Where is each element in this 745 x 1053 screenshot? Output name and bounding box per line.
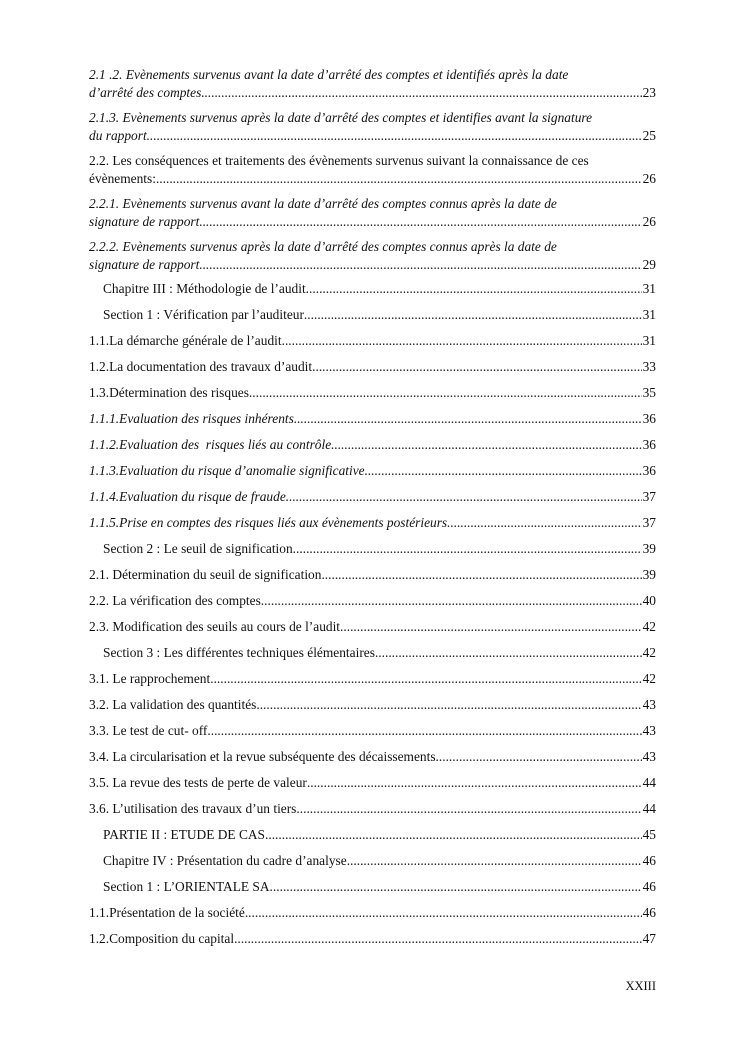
dot-leader: [304, 302, 642, 328]
toc-entry[interactable]: [89, 510, 656, 536]
toc-entry[interactable]: [89, 195, 656, 231]
dot-leader: [199, 256, 641, 274]
toc-entry-part[interactable]: [89, 822, 656, 848]
toc-entry[interactable]: [89, 238, 656, 274]
toc-entry-title: Evaluation des risques liés au contrôle: [119, 437, 332, 452]
toc-entry[interactable]: [89, 770, 656, 796]
toc-entry-number: 1.1.2.: [89, 437, 120, 452]
dot-leader: [368, 458, 642, 484]
toc-page-number: 46: [642, 879, 656, 894]
toc-page-number: 37: [642, 489, 656, 504]
toc-entry-title: Présentation de la société: [109, 905, 245, 920]
toc-entry[interactable]: [89, 432, 656, 458]
toc-entry-chapter[interactable]: [89, 848, 656, 874]
toc-page-number: 42: [642, 671, 656, 686]
toc-page-number: 37: [642, 515, 656, 530]
toc-page-number: 31: [642, 333, 656, 348]
toc-entry-title: 2.1 .2. Evènements survenus avant la date d’arrêté des comptes et identifiés après la date: [89, 67, 569, 82]
dot-leader: [307, 770, 642, 796]
toc-entry-section[interactable]: [89, 536, 656, 562]
dot-leader: [265, 822, 642, 848]
toc-entry[interactable]: [89, 152, 656, 188]
toc-page-number: 42: [642, 619, 656, 634]
toc-page-number: 40: [642, 593, 656, 608]
toc-entry-title: Prise en comptes des risques liés aux évènements postérieurs: [119, 515, 448, 530]
toc-entry-number: 1.1.: [89, 905, 110, 920]
dot-leader: [439, 744, 642, 770]
toc-entry-title: 2.2. Les conséquences et traitements des évènements survenus suivant la connaissance de ces: [89, 153, 589, 168]
toc-entry-title: 2.2.1. Evènements survenus avant la date d’arrêté des comptes connus après la date de: [89, 196, 557, 211]
toc-entry[interactable]: [89, 926, 656, 952]
toc-entry-title: PARTIE II : ETUDE DE CAS: [103, 827, 265, 842]
dot-leader: [156, 170, 642, 188]
toc-page-number: 33: [642, 359, 656, 374]
dot-leader: [249, 380, 642, 406]
page-footer-number: XXIII: [625, 979, 656, 993]
toc-entry-number: 1.1.: [89, 333, 110, 348]
toc-page-number: 46: [642, 853, 656, 868]
toc-entry-number: 1.2.: [89, 931, 110, 946]
toc-entry-section[interactable]: [89, 874, 656, 900]
toc-entry-title-cont: évènements:: [89, 171, 156, 186]
toc-entry-title-cont: signature de rapport: [89, 257, 200, 272]
toc-entry-title: Evaluation des risques inhérents: [119, 411, 294, 426]
toc-entry-title: Composition du capital: [109, 931, 235, 946]
toc-entry-title: Section 1 : L’ORIENTALE SA: [103, 879, 270, 894]
toc-page-number: 31: [642, 281, 656, 296]
toc-entry-title: 3.1. Le rapprochement: [89, 671, 211, 686]
dot-leader: [347, 848, 642, 874]
toc-page-number: 43: [642, 749, 656, 764]
toc-entry[interactable]: [89, 380, 656, 406]
toc-page-number: 39: [642, 541, 656, 556]
toc-entry-title-cont: signature de rapport: [89, 214, 200, 229]
toc-page-number: 31: [642, 307, 656, 322]
toc-entry-title: 3.2. La validation des quantités: [89, 697, 257, 712]
toc-page-number: 36: [642, 463, 656, 478]
toc-page-number: 23: [642, 85, 656, 100]
toc-page-number: 44: [642, 801, 656, 816]
toc-page-number: 35: [642, 385, 656, 400]
toc-entry-title: La documentation des travaux d’audit: [109, 359, 313, 374]
toc-entry-title-cont: du rapport: [89, 128, 147, 143]
dot-leader: [261, 588, 642, 614]
toc-entry-number: 1.1.1.: [89, 411, 120, 426]
toc-entry-title: Détermination des risques: [109, 385, 249, 400]
dot-leader: [286, 484, 642, 510]
toc-entry[interactable]: [89, 484, 656, 510]
dot-leader: [447, 510, 641, 536]
toc-page-number: 29: [642, 257, 656, 272]
toc-page-number: 36: [642, 411, 656, 426]
toc-entry-title: 2.3. Modification des seuils au cours de l’audit: [89, 619, 341, 634]
toc-entry[interactable]: [89, 562, 656, 588]
toc-page-number: 26: [642, 171, 656, 186]
dot-leader: [201, 84, 641, 102]
toc-entry-title: 2.2.2. Evènements survenus après la date d’arrêté des comptes connus après la date de: [89, 239, 557, 254]
toc-entry-title: Chapitre IV : Présentation du cadre d’analyse: [103, 853, 347, 868]
toc-entry-title: Section 1 : Vérification par l’auditeur: [103, 307, 304, 322]
toc-entry[interactable]: [89, 354, 656, 380]
toc-entry[interactable]: [89, 328, 656, 354]
toc-page-number: 36: [642, 437, 656, 452]
dot-leader: [234, 926, 642, 952]
toc-entry-title: 2.1. Détermination du seuil de signification: [89, 567, 322, 582]
dot-leader: [245, 900, 642, 926]
toc-entry[interactable]: [89, 406, 656, 432]
dot-leader: [282, 328, 642, 354]
toc-page-number: 25: [642, 128, 656, 143]
toc-entry-title: 3.5. La revue des tests de perte de valeur: [89, 775, 307, 790]
dot-leader: [256, 692, 641, 718]
toc-entry-title: 3.3. Le test de cut- off: [89, 723, 208, 738]
toc-entry-title: Section 2 : Le seuil de signification: [103, 541, 293, 556]
toc-entry[interactable]: [89, 744, 656, 770]
toc-entry[interactable]: [89, 588, 656, 614]
toc-page-number: 43: [642, 697, 656, 712]
toc-entry[interactable]: [89, 666, 656, 692]
toc-entry-title: 3.4. La circularisation et la revue subséquente des décaissements.: [89, 749, 439, 764]
toc-entry-number: 1.3.: [89, 385, 110, 400]
toc-page-number: 42: [642, 645, 656, 660]
dot-leader: [340, 614, 642, 640]
toc-entry-title: Evaluation du risque d’anomalie significative.: [119, 463, 368, 478]
dot-leader: [270, 874, 642, 900]
dot-leader: [147, 127, 642, 145]
toc-entry[interactable]: [89, 458, 656, 484]
toc-entry-title: Section 3 : Les différentes techniques élémentaires: [103, 645, 375, 660]
toc-entry-title: 2.2. La vérification des comptes: [89, 593, 261, 608]
toc-entry[interactable]: [89, 614, 656, 640]
toc-page-number: 45: [642, 827, 656, 842]
toc-entry-title: 3.6. L’utilisation des travaux d’un tiers: [89, 801, 297, 816]
dot-leader: [306, 276, 642, 302]
toc-entry-section[interactable]: [89, 302, 656, 328]
toc-entry-title-cont: d’arrêté des comptes: [89, 85, 202, 100]
toc-entry[interactable]: [89, 66, 656, 102]
toc-page-number: 44: [642, 775, 656, 790]
dot-leader: [312, 354, 641, 380]
toc-entry-title: 2.1.3. Evènements survenus après la date d’arrêté des comptes et identifies avant la signature: [89, 110, 593, 125]
toc-entry-title: Evaluation du risque de fraude: [119, 489, 286, 504]
dot-leader: [199, 213, 641, 231]
dot-leader: [210, 666, 641, 692]
toc-page-number: 47: [642, 931, 656, 946]
toc-page-number: 43: [642, 723, 656, 738]
dot-leader: [375, 640, 642, 666]
dot-leader: [294, 406, 642, 432]
toc-entry-title: Chapitre III : Méthodologie de l’audit: [103, 281, 306, 296]
toc-entry-number: 1.1.5.: [89, 515, 120, 530]
toc-entry-chapter[interactable]: [89, 276, 656, 302]
toc-entry[interactable]: [89, 796, 656, 822]
toc-page-number: 46: [642, 905, 656, 920]
table-of-contents: [89, 66, 656, 952]
toc-entry[interactable]: [89, 718, 656, 744]
toc-page-number: 39: [642, 567, 656, 582]
toc-entry[interactable]: [89, 900, 656, 926]
toc-page-number: 26: [642, 214, 656, 229]
toc-entry[interactable]: [89, 692, 656, 718]
dot-leader: [293, 536, 642, 562]
dot-leader: [331, 432, 641, 458]
toc-entry-number: 1.2.: [89, 359, 110, 374]
toc-entry-number: 1.1.4.: [89, 489, 120, 504]
dot-leader: [207, 718, 641, 744]
dot-leader: [321, 562, 641, 588]
toc-entry-section[interactable]: [89, 640, 656, 666]
toc-entry-title: La démarche générale de l’audit: [109, 333, 282, 348]
toc-entry-number: 1.1.3.: [89, 463, 120, 478]
dot-leader: [296, 796, 641, 822]
toc-entry[interactable]: [89, 109, 656, 145]
